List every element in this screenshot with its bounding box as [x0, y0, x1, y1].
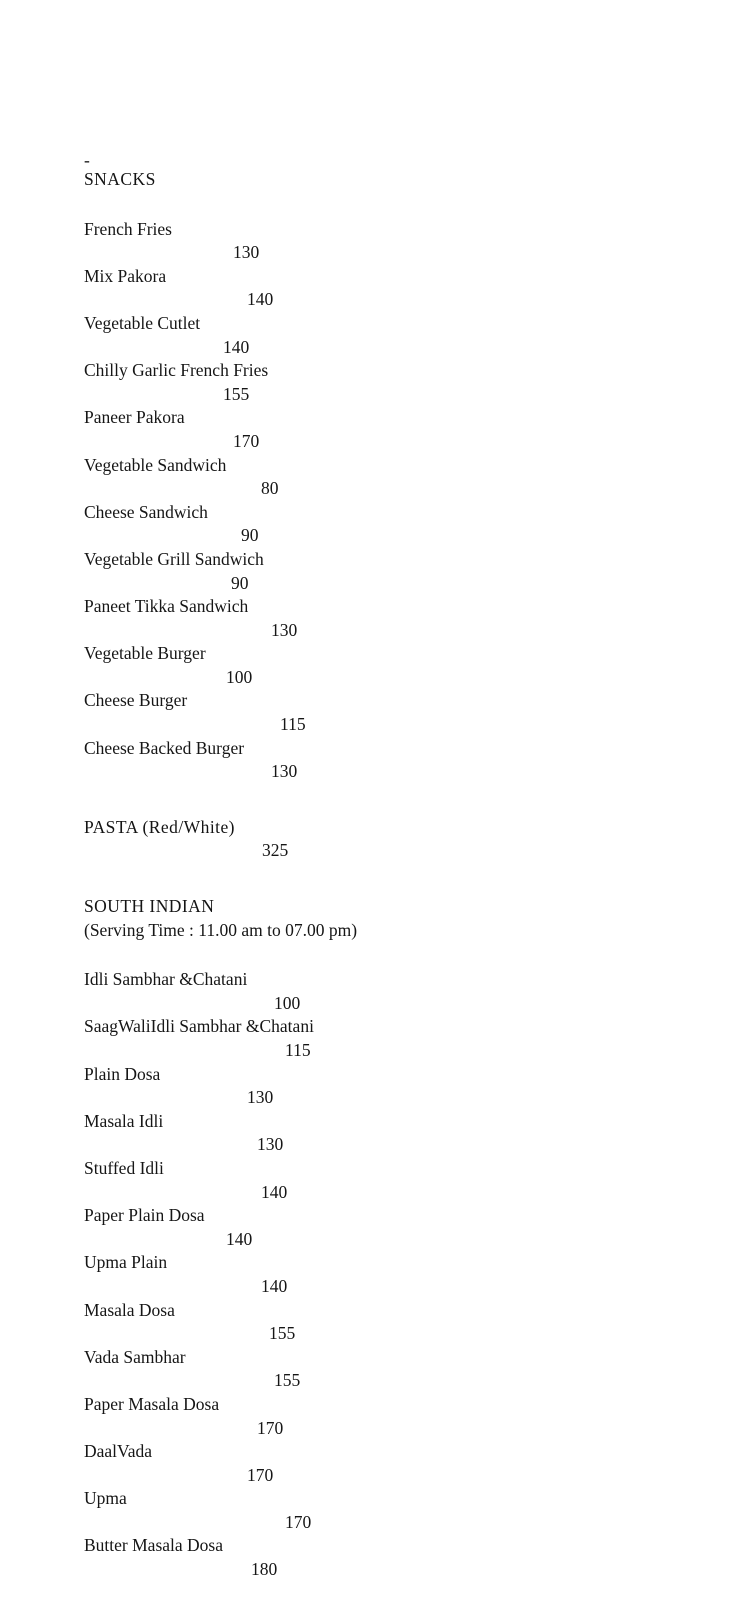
menu-item-row	[84, 1063, 704, 1110]
menu-item-price: 130	[271, 619, 298, 640]
menu-item-price: 140	[261, 1275, 288, 1296]
menu-item-price: 130	[247, 1087, 274, 1108]
spacer	[84, 192, 704, 218]
menu-item-row	[84, 312, 704, 359]
menu-item-price: 90	[241, 525, 259, 546]
menu-item-name: Upma Plain	[84, 1252, 168, 1273]
menu-item-price: 170	[233, 430, 260, 451]
menu-item-price: 155	[269, 1323, 296, 1344]
menu-item-row	[84, 968, 704, 1015]
menu-item-price: 170	[257, 1417, 284, 1438]
menu-item-name: Butter Masala Dosa	[84, 1535, 223, 1556]
menu-item-row	[84, 1440, 704, 1487]
menu-item-name: Paneet Tikka Sandwich	[84, 596, 249, 617]
menu-item-row	[84, 689, 704, 736]
menu-item-name: Idli Sambhar &Chatani	[84, 969, 248, 990]
menu-item-name: Paper Masala Dosa	[84, 1393, 220, 1414]
menu-item-name: Mix Pakora	[84, 265, 167, 286]
menu-item-row	[84, 454, 704, 501]
menu-item-row	[84, 642, 704, 689]
section-title-pasta: PASTA (Red/White)	[84, 816, 235, 837]
section-title-south-indian: SOUTH INDIAN	[84, 896, 215, 917]
spacer	[84, 942, 704, 968]
section-subtitle-serving-time: (Serving Time : 11.00 am to 07.00 pm)	[84, 919, 358, 940]
menu-item-name: SaagWaliIdli Sambhar &Chatani	[84, 1016, 314, 1037]
menu-item-price: 140	[226, 1228, 253, 1249]
menu-item-name: Cheese Burger	[84, 690, 188, 711]
menu-item-name: Plain Dosa	[84, 1063, 161, 1084]
section-items-pasta	[84, 839, 704, 863]
menu-item-name: Paneer Pakora	[84, 407, 185, 428]
menu-item-price: 180	[251, 1559, 278, 1580]
menu-item-price: 140	[247, 289, 274, 310]
menu-item-row	[84, 1346, 704, 1393]
menu-item-row	[84, 265, 704, 312]
menu-item-price: 155	[274, 1370, 301, 1391]
menu-item-row	[84, 839, 704, 863]
menu-item-name: Upma	[84, 1488, 127, 1509]
menu-item-name: Vegetable Grill Sandwich	[84, 548, 264, 569]
menu-item-price: 325	[262, 840, 289, 861]
menu-item-name: Vegetable Burger	[84, 643, 206, 664]
menu-item-name: Masala Dosa	[84, 1299, 175, 1320]
leading-dash-marker: -	[84, 150, 90, 170]
menu-item-name: Masala Idli	[84, 1110, 164, 1131]
menu-item-row	[84, 1110, 704, 1157]
menu-item-price: 80	[261, 478, 279, 499]
menu-item-row	[84, 548, 704, 595]
menu-item-price: 90	[231, 572, 249, 593]
menu-item-price: 155	[223, 383, 250, 404]
section-title-snacks: SNACKS	[84, 169, 156, 189]
section-items-snacks	[84, 218, 704, 784]
menu-item-name: Stuffed Idli	[84, 1157, 164, 1178]
menu-item-price: 115	[280, 714, 306, 735]
menu-item-row	[84, 1157, 704, 1204]
menu-item-row	[84, 218, 704, 265]
menu-item-price: 100	[226, 666, 253, 687]
menu-item-row	[84, 1487, 704, 1534]
menu-item-name: Vada Sambhar	[84, 1346, 186, 1367]
menu-content	[84, 152, 704, 1582]
menu-item-row	[84, 406, 704, 453]
menu-item-row	[84, 501, 704, 548]
menu-item-price: 140	[261, 1181, 288, 1202]
menu-item-name: French Fries	[84, 218, 172, 239]
menu-item-row	[84, 595, 704, 642]
menu-item-name: DaalVada	[84, 1441, 153, 1462]
menu-item-row	[84, 1204, 704, 1251]
menu-item-row	[84, 1534, 704, 1581]
menu-item-row	[84, 737, 704, 784]
menu-item-price: 115	[285, 1040, 311, 1060]
menu-item-name: Cheese Sandwich	[84, 501, 208, 522]
menu-item-price: 130	[233, 242, 260, 263]
menu-item-row	[84, 1015, 704, 1062]
spacer	[84, 863, 704, 895]
menu-item-price: 140	[223, 336, 250, 357]
menu-item-row	[84, 1299, 704, 1346]
menu-item-name: Chilly Garlic French Fries	[84, 360, 269, 381]
menu-item-name: Vegetable Cutlet	[84, 312, 201, 333]
menu-item-price: 130	[257, 1134, 284, 1155]
menu-item-row	[84, 1393, 704, 1440]
menu-item-row	[84, 359, 704, 406]
section-items-south-indian	[84, 968, 704, 1581]
menu-item-price: 170	[247, 1464, 274, 1485]
spacer	[84, 784, 704, 816]
menu-item-name: Paper Plain Dosa	[84, 1205, 205, 1226]
menu-item-price: 100	[274, 992, 301, 1013]
menu-item-row	[84, 1251, 704, 1298]
menu-item-price: 130	[271, 761, 298, 782]
menu-item-price: 170	[285, 1511, 312, 1532]
menu-item-name: Cheese Backed Burger	[84, 737, 245, 758]
menu-item-name: Vegetable Sandwich	[84, 454, 227, 475]
